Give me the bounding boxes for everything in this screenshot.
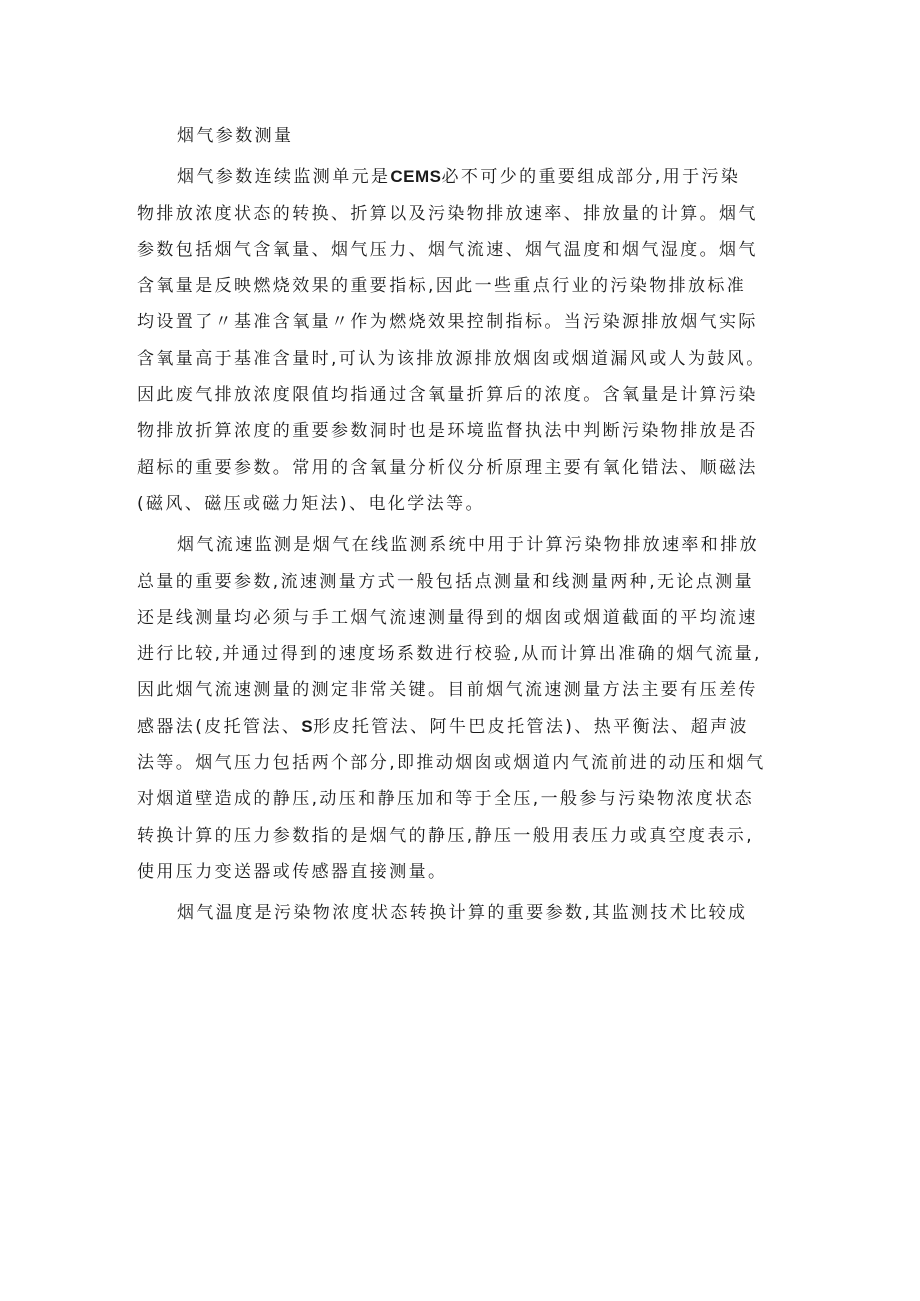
paragraph-line: 参数包括烟气含氧量、烟气压力、烟气流速、烟气温度和烟气湿度。烟气	[137, 239, 758, 260]
paragraph-oxygen	[137, 159, 789, 522]
cems-term: CEMS	[390, 167, 442, 187]
paragraph-line: 法等。烟气压力包括两个部分,即推动烟囱或烟道内气流前进的动压和烟气	[137, 753, 766, 774]
paragraph-line: 物排放浓度状态的转换、折算以及污染物排放速率、排放量的计算。烟气	[137, 203, 758, 224]
paragraph-line: 总量的重要参数,流速测量方式一般包括点测量和线测量两种,无论点测量	[137, 571, 755, 592]
text-run: 烟气参数连续监测单元是	[177, 167, 391, 188]
s-term: S	[301, 716, 314, 736]
paragraph-line: 因此废气排放浓度限值均指通过含氧量折算后的浓度。含氧量是计算污染	[137, 385, 758, 406]
paragraph-line: 均设置了〃基准含氧量〃作为燃烧效果控制指标。当污染源排放烟气实际	[137, 312, 758, 333]
text-run: 形皮托管法、阿牛巴皮托管法)、热平衡法、超声波	[313, 716, 749, 737]
paragraph-line: 烟气流速监测是烟气在线监测系统中用于计算污染物排放速率和排放	[177, 535, 759, 556]
paragraph-flow-velocity	[137, 527, 789, 890]
paragraph-line	[137, 709, 789, 745]
document-body	[137, 118, 789, 932]
text-run: 感器法(皮托管法、	[137, 716, 302, 737]
text-run: 必不可少的重要组成部分,用于污染	[441, 167, 741, 188]
paragraph-line: 因此烟气流速测量的测定非常关键。目前烟气流速测量方法主要有压差传	[137, 680, 758, 701]
paragraph-line: 还是线测量均必须与手工烟气流速测量得到的烟囱或烟道截面的平均流速	[137, 607, 758, 628]
paragraph-line: 使用压力变送器或传感器直接测量。	[137, 861, 448, 882]
paragraph-line	[137, 159, 789, 195]
paragraph-line: 对烟道壁造成的静压,动压和静压加和等于全压,一般参与污染物浓度状态	[137, 789, 755, 810]
section-heading: 烟气参数测量	[177, 126, 294, 146]
paragraph-line: 物排放折算浓度的重要参数洞时也是环境监督执法中判断污染物排放是否	[137, 421, 758, 442]
paragraph-line: 超标的重要参数。常用的含氧量分析仪分析原理主要有氧化错法、顺磁法	[137, 457, 758, 478]
paragraph-line: (磁风、磁压或磁力矩法)、电化学法等。	[137, 493, 485, 514]
paragraph-line: 进行比较,并通过得到的速度场系数进行校验,从而计算出准确的烟气流量,	[137, 644, 762, 665]
paragraph-line: 烟气温度是污染物浓度状态转换计算的重要参数,其监测技术比较成	[177, 903, 748, 924]
paragraph-line: 转换计算的压力参数指的是烟气的静压,静压一般用表压力或真空度表示,	[137, 825, 755, 846]
paragraph-temperature	[137, 895, 789, 931]
paragraph-line: 含氧量是反映燃烧效果的重要指标,因此一些重点行业的污染物排放标准	[137, 276, 747, 297]
paragraph-line: 含氧量高于基准含量时,可认为该排放源排放烟囱或烟道漏风或人为鼓风。	[137, 348, 766, 369]
